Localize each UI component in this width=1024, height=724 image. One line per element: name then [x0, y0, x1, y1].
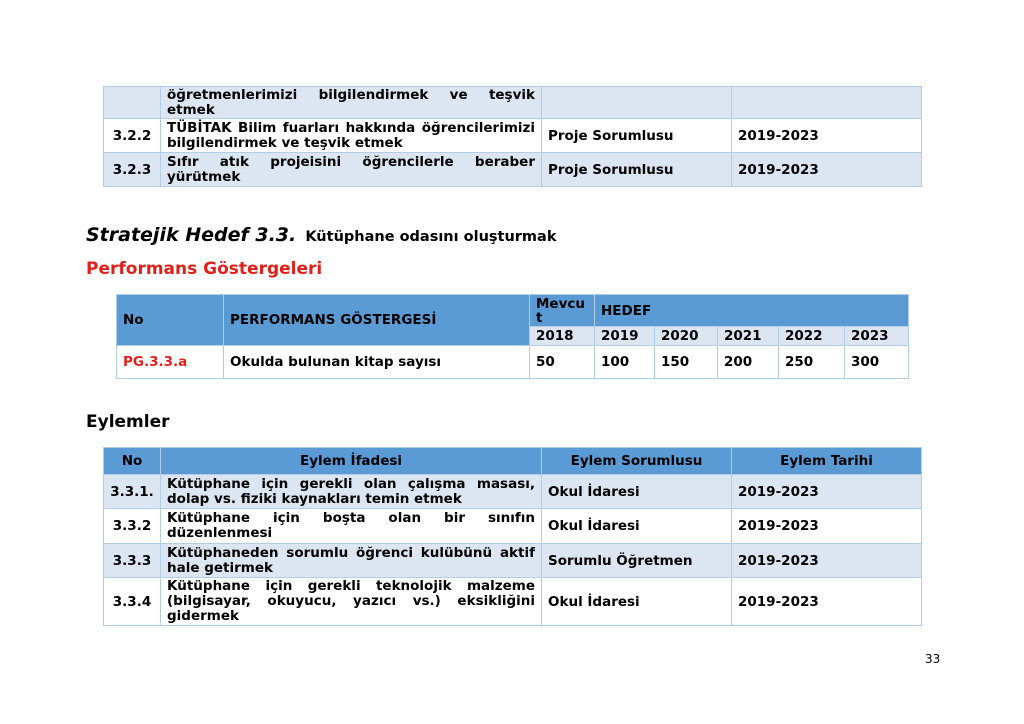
table-row	[104, 153, 922, 187]
year-cell: 2020	[655, 327, 718, 346]
action-statement: Kütüphaneden sorumlu öğrenci kulübünü aktif hale getirmek	[161, 544, 542, 578]
table-row	[104, 578, 922, 626]
action-responsible: Sorumlu Öğretmen	[542, 544, 732, 578]
year-cell: 2021	[718, 327, 779, 346]
action-statement: Kütüphane için boşta olan bir sınıfın düzenlenmesi	[161, 509, 542, 544]
action-no: 3.3.4	[104, 578, 161, 626]
indicator-value: 50	[530, 346, 595, 379]
action-date: 2019-2023	[732, 509, 922, 544]
header-responsible: Eylem Sorumlusu	[542, 448, 732, 475]
page-number: 33	[925, 652, 941, 666]
year-cell: 2018	[530, 327, 595, 346]
actions-table	[103, 447, 922, 626]
indicator-value: 300	[845, 346, 909, 379]
action-date: 2019-2023	[732, 119, 922, 153]
table-row	[104, 119, 922, 153]
year-cell: 2019	[595, 327, 655, 346]
continued-action-table	[103, 86, 922, 187]
header-indicator: PERFORMANS GÖSTERGESİ	[224, 295, 530, 346]
action-no: 3.2.2	[104, 119, 161, 153]
indicator-value: 200	[718, 346, 779, 379]
action-responsible: Okul İdaresi	[542, 578, 732, 626]
table-row	[104, 475, 922, 509]
table-row	[104, 87, 922, 119]
strategic-goal-heading	[86, 224, 556, 246]
action-date	[732, 87, 922, 119]
action-date: 2019-2023	[732, 578, 922, 626]
action-date: 2019-2023	[732, 475, 922, 509]
action-statement: Kütüphane için gerekli olan çalışma masası, dolap vs. fiziki kaynakları temin etmek	[161, 475, 542, 509]
header-date: Eylem Tarihi	[732, 448, 922, 475]
header-statement: Eylem İfadesi	[161, 448, 542, 475]
indicator-value: 150	[655, 346, 718, 379]
action-responsible: Okul İdaresi	[542, 475, 732, 509]
year-cell: 2023	[845, 327, 909, 346]
actions-header-row	[104, 448, 922, 475]
action-date: 2019-2023	[732, 544, 922, 578]
actions-heading: Eylemler	[86, 412, 170, 432]
indicator-value: 100	[595, 346, 655, 379]
strategic-goal-label: Stratejik Hedef 3.3.	[86, 224, 297, 246]
indicator-value: 250	[779, 346, 845, 379]
table-row	[104, 544, 922, 578]
action-statement: Sıfır atık projeisini öğrencilerle beraber yürütmek	[161, 153, 542, 187]
action-no: 3.2.3	[104, 153, 161, 187]
table-row	[117, 346, 909, 379]
header-no: No	[117, 295, 224, 346]
indicator-code: PG.3.3.a	[117, 346, 224, 379]
header-target: HEDEF	[595, 295, 909, 327]
action-statement: TÜBİTAK Bilim fuarları hakkında öğrencilerimizi bilgilendirmek ve teşvik etmek	[161, 119, 542, 153]
year-cell: 2022	[779, 327, 845, 346]
action-no: 3.3.1.	[104, 475, 161, 509]
table-row	[104, 509, 922, 544]
action-date: 2019-2023	[732, 153, 922, 187]
header-current: Mevcut	[530, 295, 595, 327]
performance-heading: Performans Göstergeleri	[86, 259, 323, 279]
header-no: No	[104, 448, 161, 475]
indicator-name: Okulda bulunan kitap sayısı	[224, 346, 530, 379]
action-statement: öğretmenlerimizi bilgilendirmek ve teşvik etmek	[161, 87, 542, 119]
performance-table	[116, 294, 909, 379]
action-responsible: Okul İdaresi	[542, 509, 732, 544]
performance-header-row	[117, 295, 909, 327]
action-statement: Kütüphane için gerekli teknolojik malzeme (bilgisayar, okuyucu, yazıcı vs.) eksikliğini gidermek	[161, 578, 542, 626]
action-no	[104, 87, 161, 119]
strategic-goal-text: Kütüphane odasını oluşturmak	[305, 229, 557, 245]
action-responsible: Proje Sorumlusu	[542, 119, 732, 153]
action-responsible	[542, 87, 732, 119]
action-responsible: Proje Sorumlusu	[542, 153, 732, 187]
action-no: 3.3.3	[104, 544, 161, 578]
action-no: 3.3.2	[104, 509, 161, 544]
